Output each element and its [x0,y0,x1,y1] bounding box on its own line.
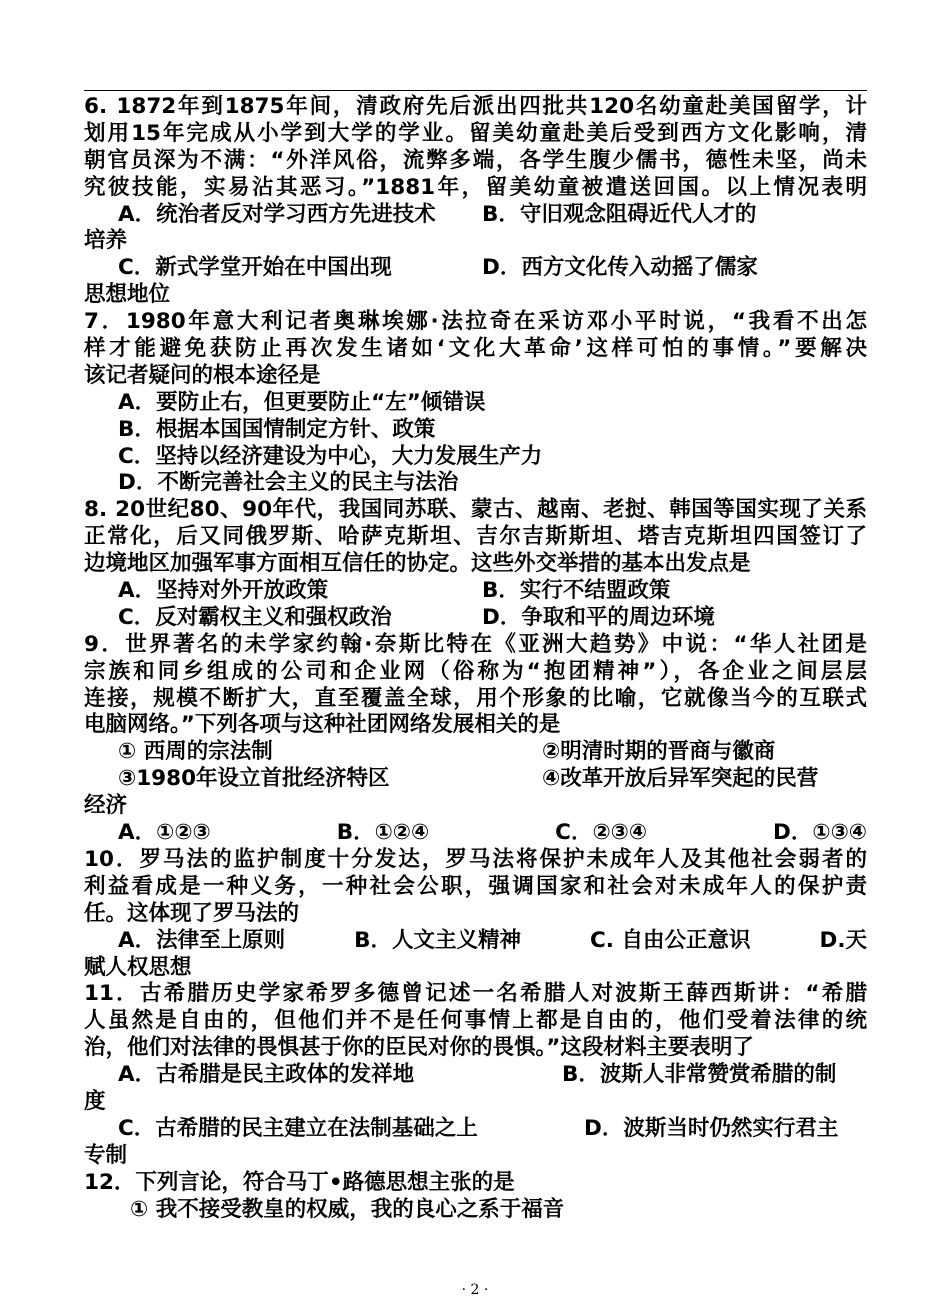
option-c: C．②③④ [555,820,648,846]
question-6-stem: 朝官员深为不满：“外洋风俗，流弊多端，各学生腹少儒书，德性未坚，尚未 [84,147,867,173]
question-9-options [84,820,867,847]
option-b: B．人文主义精神 [354,927,522,953]
option-c: C．反对霸权主义和强权政治 [118,604,392,630]
question-11-stem: 人虽然是自由的，但他们并不是任何事情上都是自由的，他们受着法律的统 [84,1008,867,1034]
option-d-continued: 专制 [84,1142,128,1168]
option-d: D．不断完善社会主义的民主与法治 [118,470,459,496]
option-c: C．新式学堂开始在中国出现 [118,255,392,281]
question-9-items-12 [84,739,867,766]
option-d: D．西方文化传入动摇了儒家 [482,255,758,281]
question-8-stem: 8. 20世纪80、90年代，我国同苏联、蒙古、越南、老挝、韩国等国实现了关系 [84,497,867,523]
question-11-stem: 11．古希腊历史学家希罗多德曾记述一名希腊人对波斯王薛西斯讲：“希腊 [84,981,867,1007]
question-11-options-cd [84,1116,867,1143]
option-d: D．波斯当时仍然实行君主 [584,1115,839,1141]
question-10-options [84,928,867,955]
item-4-continued: 经济 [84,793,128,819]
item-1: ① 我不接受教皇的权威，我的良心之系于福音 [130,1196,565,1222]
page-number: · 2 · [461,1282,489,1298]
item-4: ④改革开放后异军突起的民营 [542,766,819,792]
question-11-options-ab [84,1062,867,1089]
header-rule [84,90,867,91]
option-b: B．波斯人非常赞赏希腊的制 [562,1062,837,1088]
option-b-continued: 度 [84,1088,106,1114]
question-8-options-ab [84,578,867,605]
question-9-stem: 电脑网络。”下列各项与这种社团网络发展相关的是 [84,712,561,738]
question-6-stem: 划用15年完成从小学到大学的学业。留美幼童赴美后受到西方文化影响，清 [84,120,867,146]
option-c: C. 自由公正意识 [590,927,751,953]
question-8-stem: 边境地区加强军事方面相互信任的协定。这些外交举措的基本出发点是 [84,551,751,577]
question-list [84,94,867,1223]
question-9-stem: 9．世界著名的未学家约翰·奈斯比特在《亚洲大趋势》中说：“华人社团是 [84,631,867,657]
option-a: A．古希腊是民主政体的发祥地 [118,1062,415,1088]
option-a: A．①②③ [118,820,211,846]
option-a: A．要防止右，但更要防止“左”倾错误 [118,389,486,415]
question-10-stem: 任。这体现了罗马法的 [84,900,300,926]
item-1: ① 西周的宗法制 [118,739,273,765]
question-11 [84,981,867,1169]
question-6-stem: 6. 1872年到1875年间，清政府先后派出四批共120名幼童赴美国留学，计 [84,94,867,119]
question-10-stem: 利益看成是一种义务，一种社会公职，强调国家和社会对未成年人的保护责 [84,873,867,899]
item-3: ③1980年设立首批经济特区 [118,766,390,792]
option-d: D．①③④ [773,820,867,846]
option-d-continued: 赋人权思想 [84,954,192,980]
option-d-continued: 思想地位 [84,282,171,308]
question-9-stem: 连接，规模不断扩大，直至覆盖全球，用个形象的比喻，它就像当今的互联式 [84,685,867,711]
option-a: A．法律至上原则 [118,927,286,953]
question-6-options-cd [84,255,867,282]
question-12 [84,1170,867,1224]
option-d: D.天 [819,927,867,953]
option-b: B．守旧观念阻碍近代人才的 [482,201,757,227]
question-9-items-34 [84,766,867,793]
question-6-stem: 究彼技能，实易沾其恶习。”1881年，留美幼童被遣送回国。以上情况表明 [84,174,867,200]
question-9 [84,632,867,847]
option-b: B．①②④ [336,820,430,846]
question-7-stem: 7．1980年意大利记者奥琳埃娜·法拉奇在采访邓小平时说，“我看不出怎 [84,309,867,335]
question-9-stem: 宗族和同乡组成的公司和企业网（俗称为“抱团精神”），各企业之间层层 [84,658,867,684]
option-c: C．古希腊的民主建立在法制基础之上 [118,1115,478,1141]
question-8 [84,497,867,631]
option-b-continued: 培养 [84,228,128,254]
question-6 [84,94,867,309]
question-12-stem: 12．下列言论，符合马丁•路德思想主张的是 [84,1169,515,1195]
question-10-stem: 10．罗马法的监护制度十分发达，罗马法将保护未成年人及其他社会弱者的 [84,846,867,872]
option-c: C．坚持以经济建设为中心，大力发展生产力 [118,443,543,469]
question-11-stem: 治，他们对法律的畏惧甚于你的臣民对你的畏惧。”这段材料主要表明了 [84,1035,754,1061]
question-6-options-ab [84,202,867,229]
option-b: B．根据本国国情制定方针、政策 [118,416,436,442]
question-10 [84,847,867,981]
question-7-stem: 样才能避免获防止再次发生诸如‘文化大革命’这样可怕的事情。”要解决 [84,336,867,362]
question-7-stem: 该记者疑问的根本途径是 [84,362,321,388]
question-8-stem: 正常化，后又同俄罗斯、哈萨克斯坦、吉尔吉斯斯坦、塔吉克斯坦四国签订了 [84,524,867,550]
option-d: D．争取和平的周边环境 [482,604,715,630]
option-a: A．统治者反对学习西方先进技术 [118,201,436,227]
option-b: B．实行不结盟政策 [482,578,671,604]
option-a: A．坚持对外开放政策 [118,578,329,604]
item-2: ②明清时期的晋商与徽商 [542,739,776,765]
question-7 [84,309,867,497]
question-8-options-cd [84,605,867,632]
